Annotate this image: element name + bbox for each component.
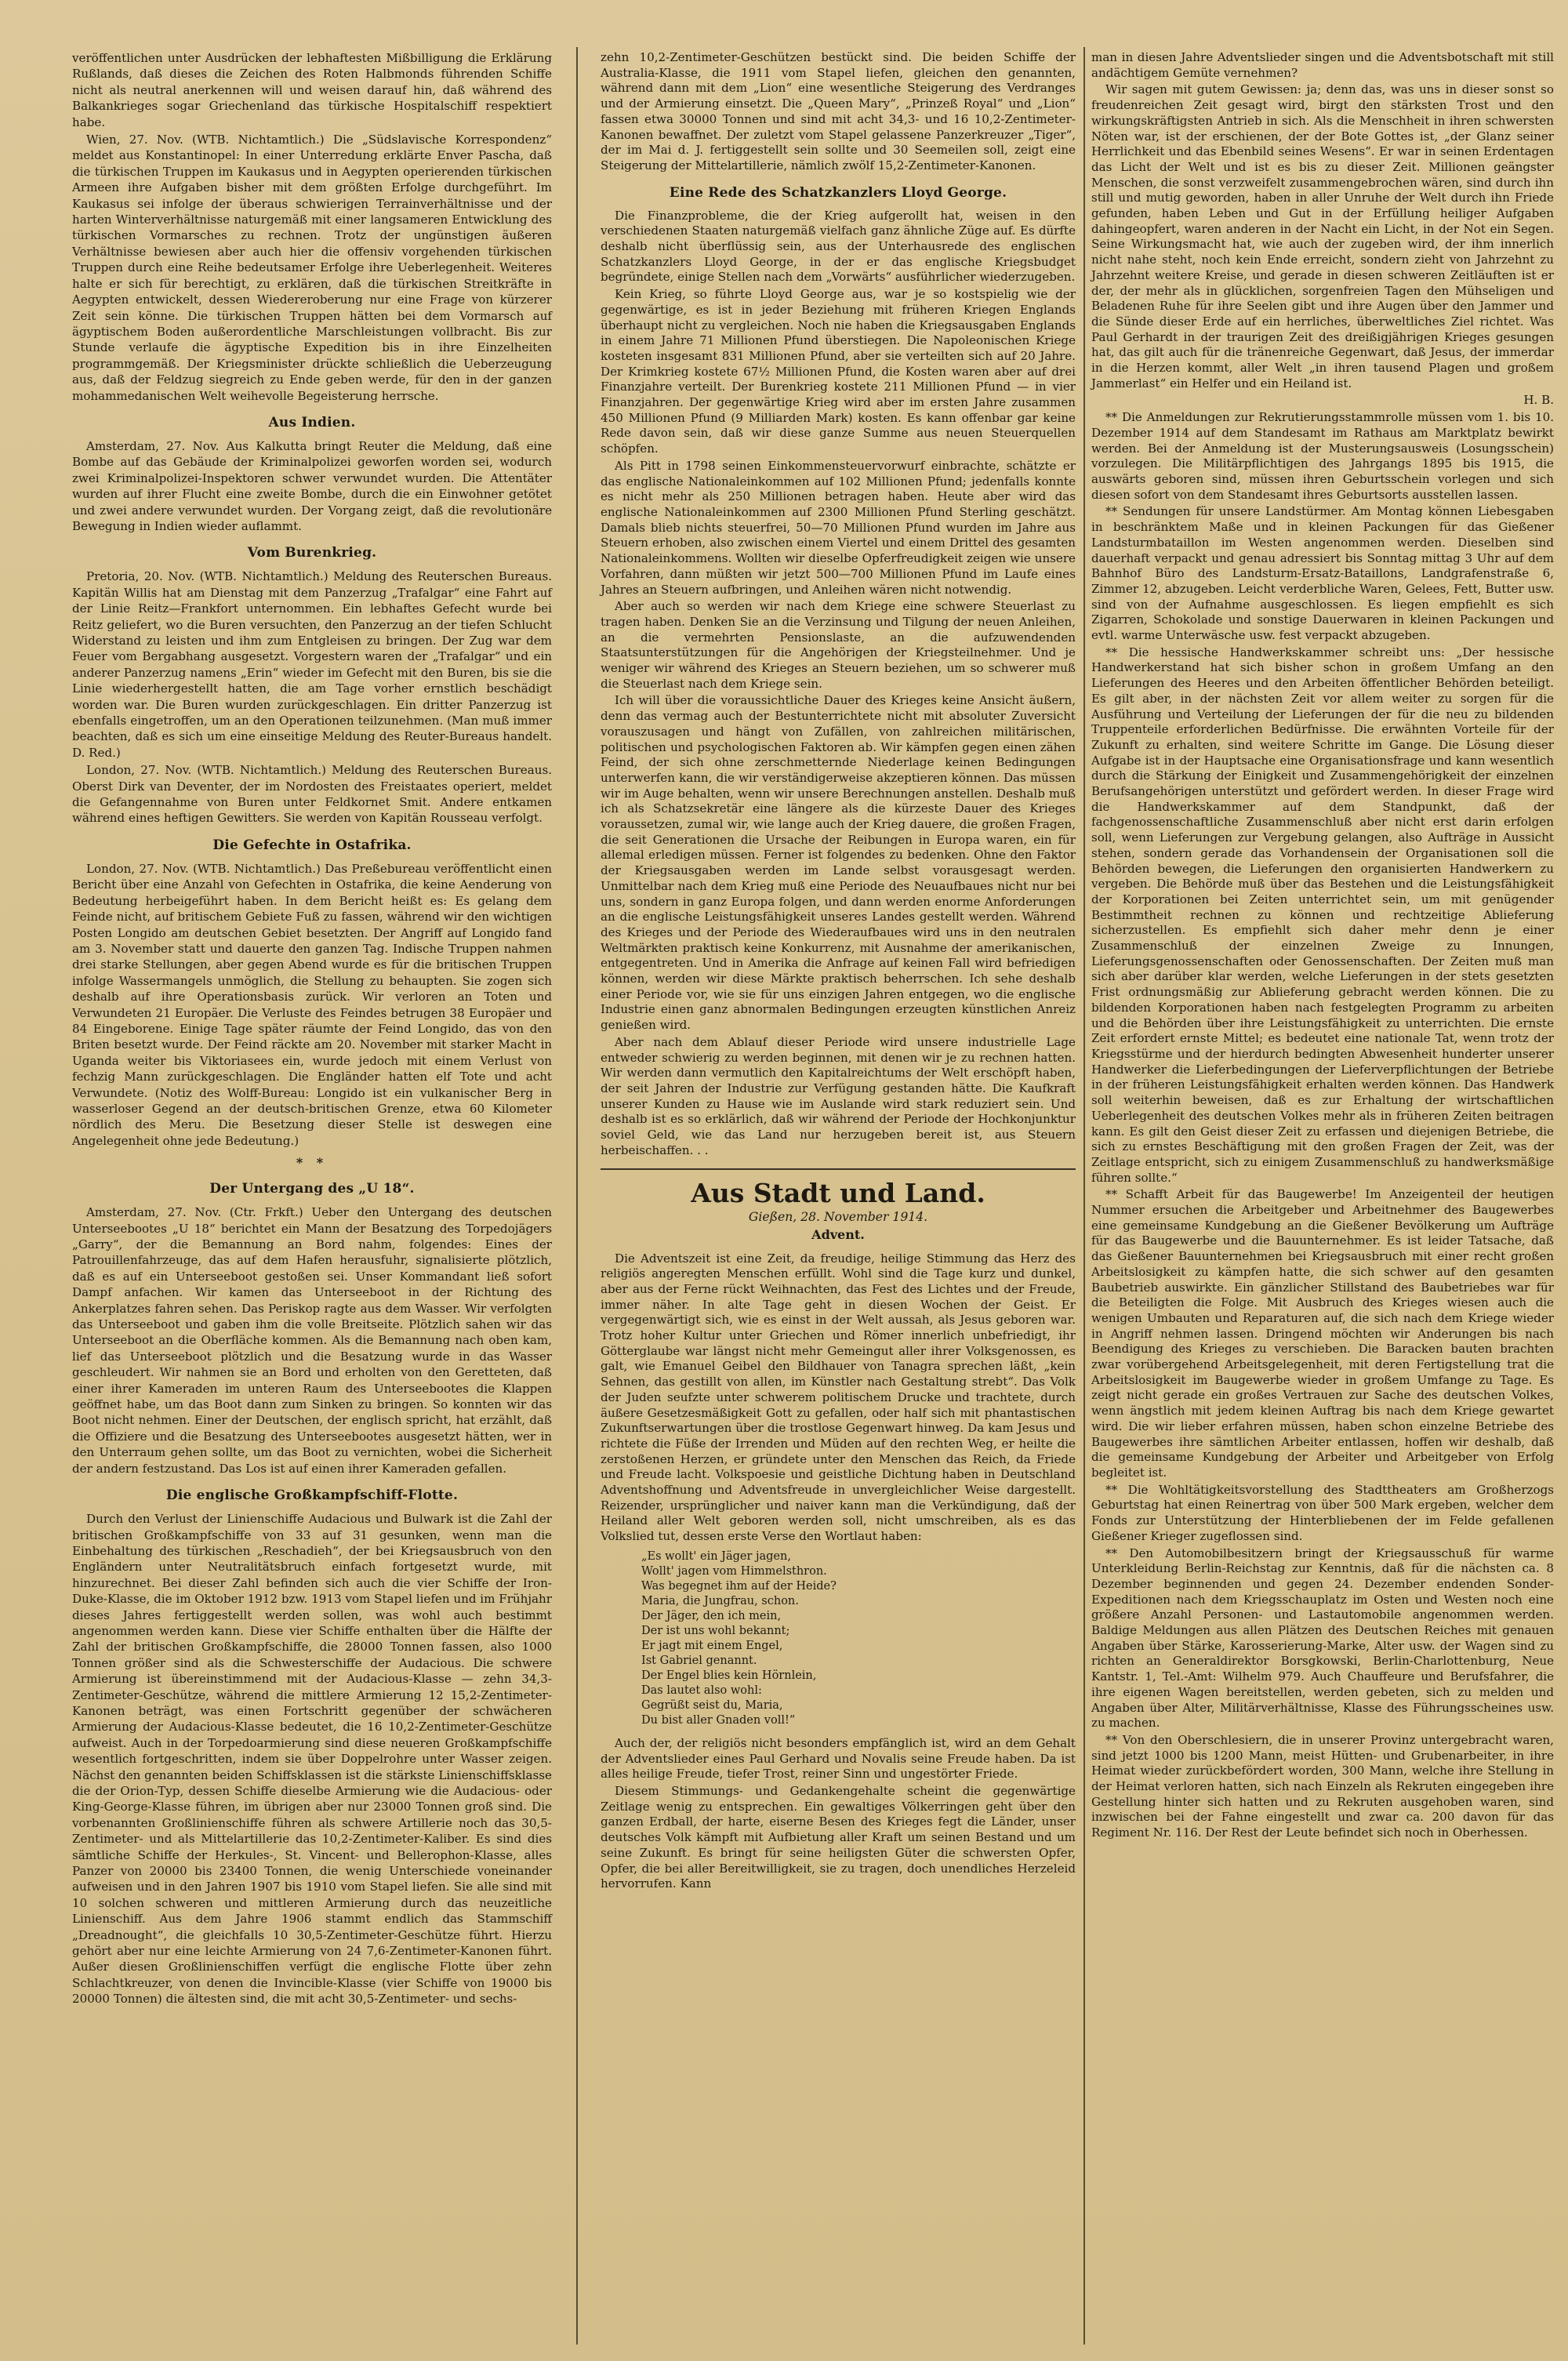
local-notice: ** Die Anmeldungen zur Rekrutierungsstammrolle müssen vom 1. bis 10. Dezember 1914 auf dem Standesamt im Rathaus am Marktplatz bewirkt werden. Bei der Anmeldung ist der Musterungsausweis (Losungsschein) vorzulegen. Die Militärpflichtigen des Jahrgangs 1895 bis 1915, die auswärts geboren sind, müssen ihren Geburtsschein vorlegen und sich diesen sofort von dem Standesamt ihres Geburtsorts ausstellen lassen.	[1091, 410, 1554, 502]
headline-lloyd-george: Eine Rede des Schatzkanzlers Lloyd George.	[669, 184, 1007, 201]
poem-line: Er jagt mit einem Engel,	[641, 1639, 783, 1652]
headline-advent: Advent.	[811, 1226, 865, 1242]
article-paragraph: Aber nach dem Ablauf dieser Periode wird unsere industrielle Lage entweder schwierig zu werden beginnen, mit denen wir je zu rechnen hatten. Wir werden dann vermutlich den Kapitalreichtums der Welt erschöpft haben, der seit Jahren der Industrie zur Verfügung gestanden hätte. Die Kaufkraft unserer Kunden zu Hause wie im Auslande wird stark reduziert sein. Und deshalb ist es so erklärlich, daß wir während der Periode der Hochkonjunktur soviel Geld, wie das Land nur herzugeben bereit ist, aus Steuern herbeischaffen. . .	[601, 1034, 1076, 1157]
local-notice: ** Die hessische Handwerkskammer schreibt uns: „Der hessische Handwerkerstand hat sich bisher schon in großem Umfang an den Lieferungen des Heeres und den Arbeiten öffentlicher Behörden beteiligt. Es gilt aber, in der nächsten Zeit vor allem weiter zu sorgen für die Ausführung und Verteilung der Lieferungen der für die neu zu bildenden Truppenteile erforderlichen Bedürfnisse. Die erwähnten Vorteile für der Zukunft zu erhalten, sind weitere Schritte im Gange. Die Lösung dieser Aufgabe ist in der Hauptsache eine Organisationsfrage und kann wesentlich durch die Stärkung der Einigkeit und Zusammengehörigkeit der einzelnen Berufsangehörigen unterstützt und gefördert werden. In dieser Frage wird die Handwerkskammer auf dem Standpunkt, daß der fachgenossenschaftliche Zusammenschluß aber nicht erst darin erfolgen soll, wenn Lieferungen zur Vergebung gelangen, also Aufträge in Aussicht stehen, sondern gerade das Vorhandensein der Organisationen soll die Behörden bewegen, die Lieferungen den organisierten Handwerkern zu vergeben. Die Behörde muß über das Bestehen und die Leistungsfähigkeit der Korporationen bei Zeiten unterrichtet sein, um mit genügender Bestimmtheit rechnen zu können und rechtzeitige Ablieferung sicherzustellen. Es empfiehlt sich daher mehr denn je einer Zusammenschluß der einzelnen Zweige zu Innungen, Lieferungsgenossenschaften oder Genossenschaften. Der Zeiten muß man sich aber darüber klar werden, welche Lieferungen in der stets gesetzten Frist ordnungsmäßig zur Ablieferung gebracht werden können. Die zu bildenden Korporationen haben nach festgelegten Programm zu arbeiten und die Behörden über ihre Leistungsfähigkeit zu unterrichten. Die ernste Zeit erfordert ernste Mittel; es bedeutet eine nationale Tat, wenn trotz der Kriegsstürme und der hierdurch bedingten Abwesenheit hunderter unserer Handwerker die Lieferbedingungen der Lieferverpflichtungen der Betriebe in der früheren Leistungsfähigkeit erhalten werden können. Das Handwerk soll weiterhin beweisen, daß es zur Erhaltung der wirtschaftlichen Ueberlegenheit des deutschen Volkes mehr als in früheren Zeiten beitragen kann. Es gilt den Geist dieser Zeit zu erfassen und diejenigen Betriebe, die sich zu ernstes Beschäftigung mit den großen Fragen der Zeit, was der Zeitlage entspricht, sich zu einigem Zusammenschluß zu handwerksmäßige führen sollte.“	[1091, 645, 1554, 1185]
article-paragraph: man in diesen Jahre Adventslieder singen und die Adventsbotschaft mit still andächtigem Gemüte vernehmen?	[1091, 50, 1554, 80]
article-paragraph: Amsterdam, 27. Nov. Aus Kalkutta bringt Reuter die Meldung, daß eine Bombe auf das Gebäude der Kriminalpolizei geworfen worden sei, wodurch zwei Kriminalpolizei-Inspektoren schwer verwundet wurden. Die Attentäter wurden auf ihrer Flucht eine zweite Bombe, durch die ein Einwohner getötet und zwei andere verwundet wurden. Der Vorgang zeigt, daß die revolutionäre Bewegung in Indien wieder auflammt.	[72, 438, 552, 533]
poem-line: Wollt' jagen vom Himmelsthron.	[641, 1564, 827, 1578]
headline-ostafrika: Die Gefechte in Ostafrika.	[212, 837, 412, 853]
section-title: Aus Stadt und Land.	[691, 1177, 985, 1208]
poem-line: Gegrüßt seist du, Maria,	[641, 1698, 783, 1712]
article-paragraph: Die Adventszeit ist eine Zeit, da freudige, heilige Stimmung das Herz des religiös angeregten Menschen erfüllt. Wohl sind die Tage kurz und dunkel, aber aus der Ferne rückt Weihnachten, das Fest des Lichtes und der Freude, immer näher. In alte Tage geht in diesen Wochen der Geist. Er vergegenwärtigt sich, wie es einst in der Welt aussah, als Jesus geboren war. Trotz hoher Kultur unter Griechen und Römer innerlich unbefriedigt, ihr Götterglaube war längst nicht mehr Gemeingut aller ihrer Volksgenossen, es galt, wie Emanuel Geibel den Bildhauer von Tanagra sprechen läßt, „kein Sehnen, das gestillt von allen, im Künstler nach Gestaltung strebt“. Das Volk der Juden seufzte unter schwerem politischem Drucke und trachtete, durch äußere Gesetzesmäßigkeit Gott zu gefallen, oder half sich mit phantastischen Zukunftserwartungen über die trostlose Gegenwart hinweg. Da kam Jesus und richtete die Füße der Irrenden und Müden auf den rechten Weg, er heilte die zerstoßenen Herzen, er gründete unter den Menschen das Reich, da Friede und Freude lacht. Volkspoesie und geistliche Dichtung haben in Deutschland Adventshoffnung und Adventsfreude in unvergleichlicher Weise dargestellt. Reizender, ursprünglicher und naiver kann man die Verkündigung, daß der Heiland aller Welt geboren werden soll, nicht umschreiben, als es das Volkslied tut, dessen erste Verse den Wortlaut haben:	[601, 1251, 1076, 1544]
article-paragraph: Als Pitt in 1798 seinen Einkommensteuervorwurf einbrachte, schätzte er das englische Nationaleinkommen auf 102 Millionen Pfund; jedenfalls konnte es nicht mehr als 250 Millionen betragen haben. Heute aber wird das englische Nationaleinkommen auf 2300 Millionen Pfund Sterling geschätzt. Damals blieb nichts steuerfrei, 50—70 Millionen Pfund wurden im Jahre aus Steuern erhoben, also zwischen einem Viertel und einem Drittel des gesamten Nationaleinkommens. Wollten wir dieselbe Opferfreudigkeit zeigen wie unsere Vorfahren, dann müßten wir jetzt 500—700 Millionen Pfund im Laufe eines Jahres an Steuern aufbringen, und Anleihen wären nicht notwendig.	[601, 458, 1076, 597]
poem-line: Ist Gabriel genannt.	[641, 1654, 757, 1667]
poem-line: Das lautet also wohl:	[641, 1684, 762, 1697]
headline-indien: Aus Indien.	[268, 414, 356, 430]
column-1	[72, 50, 552, 2009]
headline-flotte: Die englische Großkampfschiff-Flotte.	[165, 1487, 459, 1504]
poem-line: „Es wollt' ein Jäger jagen,	[641, 1549, 791, 1563]
article-paragraph: Wien, 27. Nov. (WTB. Nichtamtlich.) Die „Südslavische Korrespondenz“ meldet aus Konstantinopel: In einer Unterredung erklärte Enver Pascha, daß die türkischen Truppen im Kaukasus und in Aegypten operierenden türkischen Armeen ihre Aufgaben bisher mit dem größten Erfolge durchgeführt. Im Kaukasus sei infolge der überaus schwierigen Terrainverhältnisse und der harten Winterverhältnisse naturgemäß mit einer langsameren Entwicklung des türkischen Vormarsches zu rechnen. Trotz der ungünstigen äußeren Verhältnisse bewiesen aber auch hier die offensiv vorgehenden türkischen Truppen durch eine Reihe bedeutsamer Erfolge ihre Ueberlegenheit. Weiteres halte er sich für berechtigt, zu erklären, daß die türkischen Streitkräfte in Aegypten entwickelt, dessen Wiedereroberung nur eine Frage von kürzerer Zeit sein könne. Die türkischen Truppen hätten bei dem Vormarsch auf ägyptischem Boden außerordentliche Marschleistungen vollbracht. Bis zur Stunde verlaufe die ägyptische Expedition bis in ihre Einzelheiten programmgemäß. Der Kriegsminister drückte schließlich die Ueberzeugung aus, daß der Feldzug siegreich zu Ende geben werde, für den in der ganzen mohammedanischen Welt weihevolle Begeisterung herrsche.	[72, 133, 552, 403]
column-3	[1091, 50, 1554, 1843]
article-paragraph: veröffentlichen unter Ausdrücken der lebhaftesten Mißbilligung die Erklärung Rußlands, daß dieses die Zeichen des Roten Halbmonds führenden Schiffe nicht als neutral anerkennen will und weisen darauf hin, daß während des Balkankrieges sogar Griechenland das türkische Hospitalschiff respektiert habe.	[72, 51, 552, 129]
section-divider	[601, 1168, 1076, 1170]
poem	[641, 1549, 1076, 1728]
headline-u18: Der Untergang des „U 18“.	[209, 1181, 415, 1197]
local-notice: ** Sendungen für unsere Landstürmer. Am Montag können Liebesgaben in beschränktem Maße und in kleinen Packungen für das Gießener Landsturmbataillon im Westen angenommen werden. Dieselben sind dauerhaft verpackt und genau adressiert bis Sonntag mittag 3 Uhr auf dem Bahnhof Büro des Landsturm-Ersatz-Bataillons, Landgrafenstraße 6, Zimmer 12, abzugeben. Leicht verderbliche Waren, Gelees, Fett, Butter usw. sind von der Aufnahme ausgeschlossen. Es liegen empfiehlt es sich Zigarren, Schokolade und sonstige Dauerwaren in kleinen Packungen und evtl. warme Unterwäsche usw. fest verpackt abzugeben.	[1091, 504, 1554, 643]
local-notice: ** Den Automobilbesitzern bringt der Kriegsausschuß für warme Unterkleidung Berlin-Reichstag zur Kenntnis, daß für die nächsten ca. 8 Dezember beginnenden und gegen 24. Dezember endenden Sonder-Expeditionen nach dem Kriegsschauplatz im Osten und Westen noch eine größere Anzahl Personen- und Lastautomobile angenommen werden. Baldige Meldungen aus allen Plätzen des Deutschen Reiches mit genauen Angaben über Stärke, Karosserierung-Marke, Alter usw. der Wagen sind zu richten an Generaldirektor Borsgkowski, Berlin-Charlottenburg, Neue Kantstr. 1, Tel.-Amt: Wilhelm 979. Auch Chauffeure und Berufsfahrer, die ihre eigenen Wagen bereitstellen, werden gebeten, sich zu melden und Angaben über Alter, Militärverhältnisse, Klasse des Führungsscheines usw. zu machen.	[1091, 1546, 1554, 1731]
local-notice: ** Die Wohltätigkeitsvorstellung des Stadttheaters am Großherzogs Geburtstag hat einen Reinertrag von über 500 Mark ergeben, welcher dem Fonds zur Unterstützung der Hinterbliebenen der im Felde gefallenen Gießener Krieger zugeflossen sind.	[1091, 1482, 1554, 1543]
article-paragraph: Wir sagen mit gutem Gewissen: ja; denn das, was uns in dieser sonst so freudenreichen Zeit gesagt wird, birgt den stärksten Trost und den wirkungskräftigsten Antrieb in sich. Als die Menschheit in ihren schwersten Nöten war, ist der erschienen, der der Bote Gottes ist, „der Glanz seiner Herrlichkeit und das Ebenbild seines Wesens“. Er war in seinen Erdentagen das Licht der Welt und ist es bis zu dieser Zeit. Millionen geängster Menschen, die sonst verzweifelt zusammengebrochen wären, sind durch ihn still und mutig geworden, haben in aller Unruhe der Welt durch ihn Friede gefunden, haben Leben und Gut in der Erfüllung heiliger Aufgaben dahingeopfert, waren anderen in der Nacht ein Licht, in der Not ein Segen. Seine Wirkungsmacht hat, wie auch der zugeben wird, der ihm innerlich nicht nahe steht, noch kein Ende erreicht, sondern zieht von Jahrzehnt zu Jahrzehnt weitere Kreise, und gerade in diesen schweren Zeitläuften ist er der, der mehr als in glücklichen, sorgenfreien Tagen den Mühseligen und Beladenen Ruhe für ihre Seelen gibt und ihre Augen über den Jammer und die Sünde dieser Erde auf ein herrliches, überweltliches Ziel richtet. Was Paul Gerhardt in der traurigen Zeit des dreißigjährigen Krieges gesungen hat, das gilt auch für die tränenreiche Gegenwart, daß Jesus, der immerdar in die Herzen kommt, aller Welt „in ihren tausend Plagen und großem Jammerlast“ ein Helfer und ein Heiland ist.	[1091, 82, 1554, 390]
headline-burenkrieg: Vom Burenkrieg.	[247, 545, 377, 561]
article-paragraph: Pretoria, 20. Nov. (WTB. Nichtamtlich.) Meldung des Reuterschen Bureaus. Kapitän Willis hat am Dienstag mit dem Panzerzug „Trafalgar“ eine Fahrt auf der Linie Reitz—Frankfort unternommen. Ein lebhaftes Gefecht wurde bei Reitz geliefert, wo die Buren versuchten, den Panzerzug an der tiefen Schlucht Widerstand zu leisten und ihm zum Entgleisen zu bringen. Der Zug war dem Feuer vom Bergabhang ausgesetzt. Vorgestern waren der „Trafalgar“ und ein anderer Panzerzug namens „Erin“ wieder im Gefecht mit den Buren, bis sie die Linie wiederhergestellt hatten, die am Tage vorher ernstlich beschädigt worden war. Die Buren wurden zurückgeschlagen. Ein dritter Panzerzug ist ebenfalls eingetroffen, um an den Operationen teilzunehmen. (Man muß immer beachten, daß es sich um eine einseitige Meldung des Reuter-Bureaus handelt. D. Red.)	[72, 569, 552, 760]
article-paragraph: London, 27. Nov. (WTB. Nichtamtlich.) Das Preßebureau veröffentlicht einen Bericht über eine Anzahl von Gefechten in Ostafrika, die keine Aenderung von Bedeutung herbeigeführt haben. In dem Bericht heißt es: Es gelang dem Feinde nicht, auf britischem Gebiete Fuß zu fassen, während wir den wichtigen Posten Longido am deutschen Gebiet besetzten. Der Angriff auf Longido fand am 3. November statt und dauerte den ganzen Tag. Indische Truppen nahmen drei starke Stellungen, aber gegen Abend wurde es für die britischen Truppen infolge Wassermangels unmöglich, die Stellung zu behaupten. Sie zogen sich deshalb auf ihre Operationsbasis zurück. Wir verloren an Toten und Verwundeten 21 Europäer. Die Verluste des Feindes betrugen 38 Europäer und 84 Eingeborene. Einige Tage später räumte der Feind Longido, das von den Briten besetzt wurde. Der Feind räckte am 20. November mit starker Macht in Uganda weiter bis Viktoriasees ein, wurde jedoch mit einem Verlust von fechzig Mann zurückgeschlagen. Die Engländer hatten elf Tote und acht Verwundete. (Notiz des Wolff-Bureau: Longido ist ein vulkanischer Berg in wasserloser Gegend an der deutsch-britischen Grenze, etwa 60 Kilometer nördlich des Meru. Die Besetzung dieser Stelle ist deswegen eine Angelegenheit ohne jede Bedeutung.)	[72, 861, 552, 1148]
dateline: Gießen, 28. November 1914.	[748, 1209, 928, 1224]
article-paragraph: Diesem Stimmungs- und Gedankengehalte scheint die gegenwärtige Zeitlage wenig zu entsprechen. Ein gewaltiges Völkerringen geht über den ganzen Erdball, der harte, eiserne Besen des Krieges fegt die Länder, unser deutsches Volk kämpft mit Aufbietung aller Kraft um seinen Bestand und um seine Zukunft. Es bringt für seine heiligsten Güter die schwersten Opfer, Opfer, die bei aller Bereitwilligkeit, sie zu tragen, doch unendliches Herzeleid hervorrufen. Kann	[601, 1783, 1076, 1891]
article-paragraph: zehn 10,2-Zentimeter-Geschützen bestückt sind. Die beiden Schiffe der Australia-Klasse, die 1911 vom Stapel liefen, gleichen den genannten, während dann mit dem „Lion“ eine wesentliche Steigerung des Verdranges und der Armierung einsetzt. Die „Queen Mary“, „Prinzeß Royal“ und „Lion“ fassen etwa 30000 Tonnen und sind mit acht 34,3- und 16 10,2-Zentimeter-Kanonen bewaffnet. Der zuletzt vom Stapel gelassene Panzerkreuzer „Tiger“, der im Mai d. J. fertiggestellt sein sollte und 30 Seemeilen soll, zeigt eine Steigerung der Mittelartillerie, nämlich zwölf 15,2-Zentimeter-Kanonen.	[601, 50, 1076, 173]
article-paragraph: London, 27. Nov. (WTB. Nichtamtlich.) Meldung des Reuterschen Bureaus. Oberst Dirk van Deventer, der im Nordosten des Freistaates operiert, meldet die Gefangennahme von Buren unter Feldkornet Smit. Andere entkamen während eines heftigen Gewitters. Sie werden von Kapitän Rousseau verfolgt.	[72, 763, 552, 826]
poem-line: Der Engel blies kein Hörnlein,	[641, 1669, 817, 1682]
article-paragraph: Auch der, der religiös nicht besonders empfänglich ist, wird an dem Gehalt der Adventslieder eines Paul Gerhard und Novalis seine Freude haben. Da ist alles heilige Freude, tiefer Trost, reiner Sinn und ungestörter Friede.	[601, 1735, 1076, 1782]
article-paragraph: Durch den Verlust der Linienschiffe Audacious und Bulwark ist die Zahl der britischen Großkampfschiffe von 33 auf 31 gesunken, wenn man die Einbehaltung des türkischen „Reschadieh“, der bei Kriegsausbruch von den Engländern unter Neutralitätsbruch einfach fortgesetzt wurde, mit hinzurechnet. Bei dieser Zahl befinden sich auch die vier Schiffe der Iron-Duke-Klasse, die im Oktober 1912 bzw. 1913 vom Stapel liefen und im Frühjahr dieses Jahres fertiggestellt werden sollen, was wohl auch bestimmt angenommen werden kann. Diese vier Schiffe enthalten über die Hälfte der Zahl der britischen Großkampfschiffe, die 28000 Tonnen fassen, also 1000 Tonnen größer sind als die Schwesterschiffe der Audacious. Die schwere Armierung ist übereinstimmend mit der Audacious-Klasse — zehn 34,3-Zentimeter-Geschütze, während die mittlere Armierung 12 15,2-Zentimeter-Kanonen beträgt, was einen Fortschritt gegenüber der schwächeren Armierung der Audacious-Klasse bedeutet, die 16 10,2-Zentimeter-Geschütze aufweist. Auch in der Torpedoarmierung sind diese neueren Großkampfschiffe wesentlich fortgeschritten, indem sie über Doppelrohre unter Wasser zeigen. Nächst den genannten beiden Schiffsklassen ist die stärkste Linienschiffsklasse die der Orion-Typ, dessen Schiffe dieselbe Armierung wie die Audacious- oder King-George-Klasse führen, im übrigen aber nur 23000 Tonnen groß sind. Die vorbenannten Großlinienschiffe führen als schwere Artillerie noch das 30,5-Zentimeter- und als Mittelartillerie das 10,2-Zentimeter-Kaliber. Es sind dies sämtliche Schiffe der Herkules-, St. Vincent- und Bellerophon-Klasse, alles Panzer von 20000 bis 23400 Tonnen, die wenig Unterschiede voneinander aufweisen und in den Jahren 1907 bis 1910 vom Stapel liefen. Sie alle sind mit 10 solchen schweren und mittleren Armierung durch das neuzeitliche Linienschiff. Aus dem Jahre 1906 stammt endlich das Stammschiff „Dreadnought“, die gleichfalls 10 30,5-Zentimeter-Geschütze führt. Hierzu gehört aber nur eine leichte Armierung von 24 7,6-Zentimeter-Kanonen führt. Außer diesen Großlinienschiffen verfügt die englische Flotte über zehn Schlachtkreuzer, von denen die Invincible-Klasse (vier Schiffe von 19000 bis 20000 Tonnen) die ältesten sind, die mit acht 30,5-Zentimeter- und sechs-	[72, 1512, 552, 2007]
poem-line: Der ist uns wohl bekannt;	[641, 1624, 790, 1637]
author-signature: H. B.	[1523, 393, 1554, 408]
article-paragraph: Amsterdam, 27. Nov. (Ctr. Frkft.) Ueber den Untergang des deutschen Unterseebootes „U 18“ berichtet ein Mann der Besatzung des Torpedojägers „Garry“, der die Bemannung an Bord nahm, folgendes: Eines der Patrouillenfahrzeuge, das auf dem Hafen herausfuhr, signalisierte plötzlich, daß es auf ein Unterseeboot gestoßen sei. Unser Kommandant ließ sofort Dampf anfachen. Wir kamen das Unterseeboot in der Richtung des Ankerplatzes fahren sehen. Das Periskop ragte aus dem Wasser. Wir verfolgten das Unterseeboot und gaben ihm die volle Breitseite. Plötzlich sahen wir das Unterseeboot an die Oberfläche kommen. Als die Bemannung nach oben kam, lief das Unterseeboot plötzlich und die Besatzung wurde in das Wasser geschleudert. Wir nahmen sie an Bord und erholten von den Geretteten, daß einer ihrer Kameraden im unteren Raum des Unterseebootes die Klappen geöffnet habe, um das Boot dann zum Sinken zu bringen. So konnten wir das Boot nicht nehmen. Einer der Deutschen, der englisch spricht, hat erzählt, daß die Offiziere und die Besatzung des Unterseebootes ausgesetzt hätten, wer in den Unterraum gehen sollte, um das Boot zu vernichten, wobei die Sicherheit der andern festzustand. Das Los ist auf einen ihrer Kameraden gefallen.	[72, 1205, 552, 1476]
poem-line: Maria, die Jungfrau, schon.	[641, 1594, 799, 1607]
article-paragraph: Kein Krieg, so führte Lloyd George aus, war je so kostspielig wie der gegenwärtige, es ist in jeder Beziehung mit früheren Kriegen Englands überhaupt nicht zu vergleichen. Noch nie haben die Kriegsausgaben Englands in einem Jahre 71 Millionen Pfund überstiegen. Die Napoleonischen Kriege kosteten insgesamt 831 Millionen Pfund, aber sie verteilten sich auf 20 Jahre. Der Krimkrieg kostete 67½ Millionen Pfund, die Kosten waren aber auf drei Finanzjahre verteilt. Der Burenkrieg kostete 211 Millionen Pfund — in vier Finanzjahren. Der gegenwärtige Krieg wird aber im ersten Jahre zusammen 450 Millionen Pfund (9 Milliarden Mark) kosten. Es kann offenbar gar keine Rede davon sein, daß wir diese ganze Summe aus neuen Steuerquellen schöpfen.	[601, 287, 1076, 456]
poem-line: Was begegnet ihm auf der Heide?	[641, 1579, 837, 1593]
local-notice: ** Schafft Arbeit für das Baugewerbe! Im Anzeigenteil der heutigen Nummer ersuchen die Arbeitgeber und Arbeitnehmer des Baugewerbes eine gemeinsame Kundgebung an die Gießener Bevölkerung um Aufträge für das Baugewerbe und die Bauunternehmer. Es ist leider Tatsache, daß das Gießener Bauunternehmen bei Kriegsausbruch mit einer recht großen Arbeitslosigkeit zu kämpfen hatte, die sich schwer auf den gesamten Baubetrieb auswirkte. Ein gänzlicher Stillstand des Baubetriebes war für die Beteiligten die Folge. Mit Ausbruch des Krieges wiesen auch die wenigen Umbauten und Reparaturen auf, die sich nach dem Kriege wieder in Angriff nehmen lassen. Dringend möchten wir Anderungen bis nach Beendigung des Krieges zu verschieben. Die Baracken bauten brachten zwar vorübergehend Arbeitsgelegenheit, mit deren Fertigstellung trat die Arbeitslosigkeit im Baugewerbe wieder in großem Umfange zu Tage. Es zeigt nicht gerade ein großes Vertrauen zur Sache des deutschen Volkes, wenn ängstlich mit jedem kleinen Auftrag bis nach dem Kriege gewartet wird. Die wir lieber erfahren müssen, haben schon einzelne Betriebe des Baugewerbes ihre sämtlichen Arbeiter entlassen, hoffen wir deshalb, daß die gemeinsame Kundgebung der Arbeiter und Arbeitgeber von Erfolg begleitet ist.	[1091, 1187, 1554, 1480]
column-rule-right	[1083, 47, 1085, 2345]
column-2	[601, 50, 1076, 1894]
local-notice: ** Von den Oberschlesiern, die in unserer Provinz untergebracht waren, sind jetzt 1000 bis 1200 Mann, meist Hütten- und Grubenarbeiter, in ihre Heimat wieder zurückbefördert worden, 300 Mann, welche ihre Stellung in der Heimat verloren hatten, sich nach Einzeln als Rekruten eingegeben ihre Gestellung hinter sich hatten und zu Rekruten ausgehoben waren, sind inzwischen bei der Fahne eingestellt und zwar ca. 200 davon für das Regiment Nr. 116. Der Rest der Leute befindet sich noch in Oberhessen.	[1091, 1732, 1554, 1840]
article-paragraph: Aber auch so werden wir nach dem Kriege eine schwere Steuerlast zu tragen haben. Denken Sie an die Verzinsung und Tilgung der neuen Anleihen, an die vermehrten Pensionslaste, an die aufzuwendenden Staatsunterstützungen für die Angehörigen der Kriegsteilnehmer. Und je weniger wir während des Krieges an Steuern beziehen, um so schwerer muß die Steuerlast nach dem Kriege sein.	[601, 599, 1076, 691]
article-paragraph: Die Finanzprobleme, die der Krieg aufgerollt hat, weisen in den verschiedenen Staaten naturgemäß vielfach ganz ähnliche Züge auf. Es dürfte deshalb nicht überflüssig sein, aus der Unterhausrede des englischen Schatzkanzlers Lloyd George, in der er das englische Kriegsbudget begründete, einige Stellen nach dem „Vorwärts“ ausführlicher wiederzugeben.	[601, 208, 1076, 285]
column-rule-left	[576, 47, 578, 2345]
section-separator: * *	[296, 1155, 328, 1171]
poem-line: Der Jäger, den ich mein,	[641, 1609, 782, 1622]
poem-line: Du bist aller Gnaden voll!“	[641, 1713, 796, 1727]
article-paragraph: Ich will über die voraussichtliche Dauer des Krieges keine Ansicht äußern, denn das vermag auch der Bestunterrichtete nicht mit absoluter Zuversicht vorauszusagen und hängt von Zufällen, von zahlreichen militärischen, politischen und psychologischen Faktoren ab. Wir kämpfen gegen einen zähen Feind, der sich ohne zerschmetternde Niederlage keinen Bedingungen unterwerfen kann, die wir verständigerweise akzeptieren können. Das müssen wir im Auge behalten, wenn wir unsere Berechnungen anstellen. Deshalb muß ich als Schatzsekretär eine längere als die kürzeste Dauer des Krieges voraussetzen, zumal wir, wie lange auch der Krieg dauere, die großen Fragen, die seit Generationen die Ursache der Reibungen in Europa waren, ein für allemal erledigen müssen. Ferner ist folgendes zu bedenken. Ohne den Faktor der Kriegsausgaben werden im Lande selbst vorausgesagt werden. Unmittelbar nach dem Krieg muß eine Periode des Neuaufbaues nicht nur bei uns, sondern in ganz Europa folgen, und dann werden enorme Anforderungen an die englische Leistungsfähigkeit unseres Landes gestellt werden. Während des Krieges und der Periode des Wiederaufbaues wird uns in den neutralen Weltmärkten praktisch keine Konkurrenz, mit Ausnahme der amerikanischen, entgegentreten. Und in Amerika die Anfrage auf keinen Fall wird befriedigen können, werden wir diese Märkte praktisch beherrschen. Ich sehe deshalb einer Periode vor, wie sie für uns einzigen Jahren entgegen, wo die englische Industrie einen ganz abnormalen Bedingungen erzeugten künstlichen Anreiz genießen wird.	[601, 693, 1076, 1033]
